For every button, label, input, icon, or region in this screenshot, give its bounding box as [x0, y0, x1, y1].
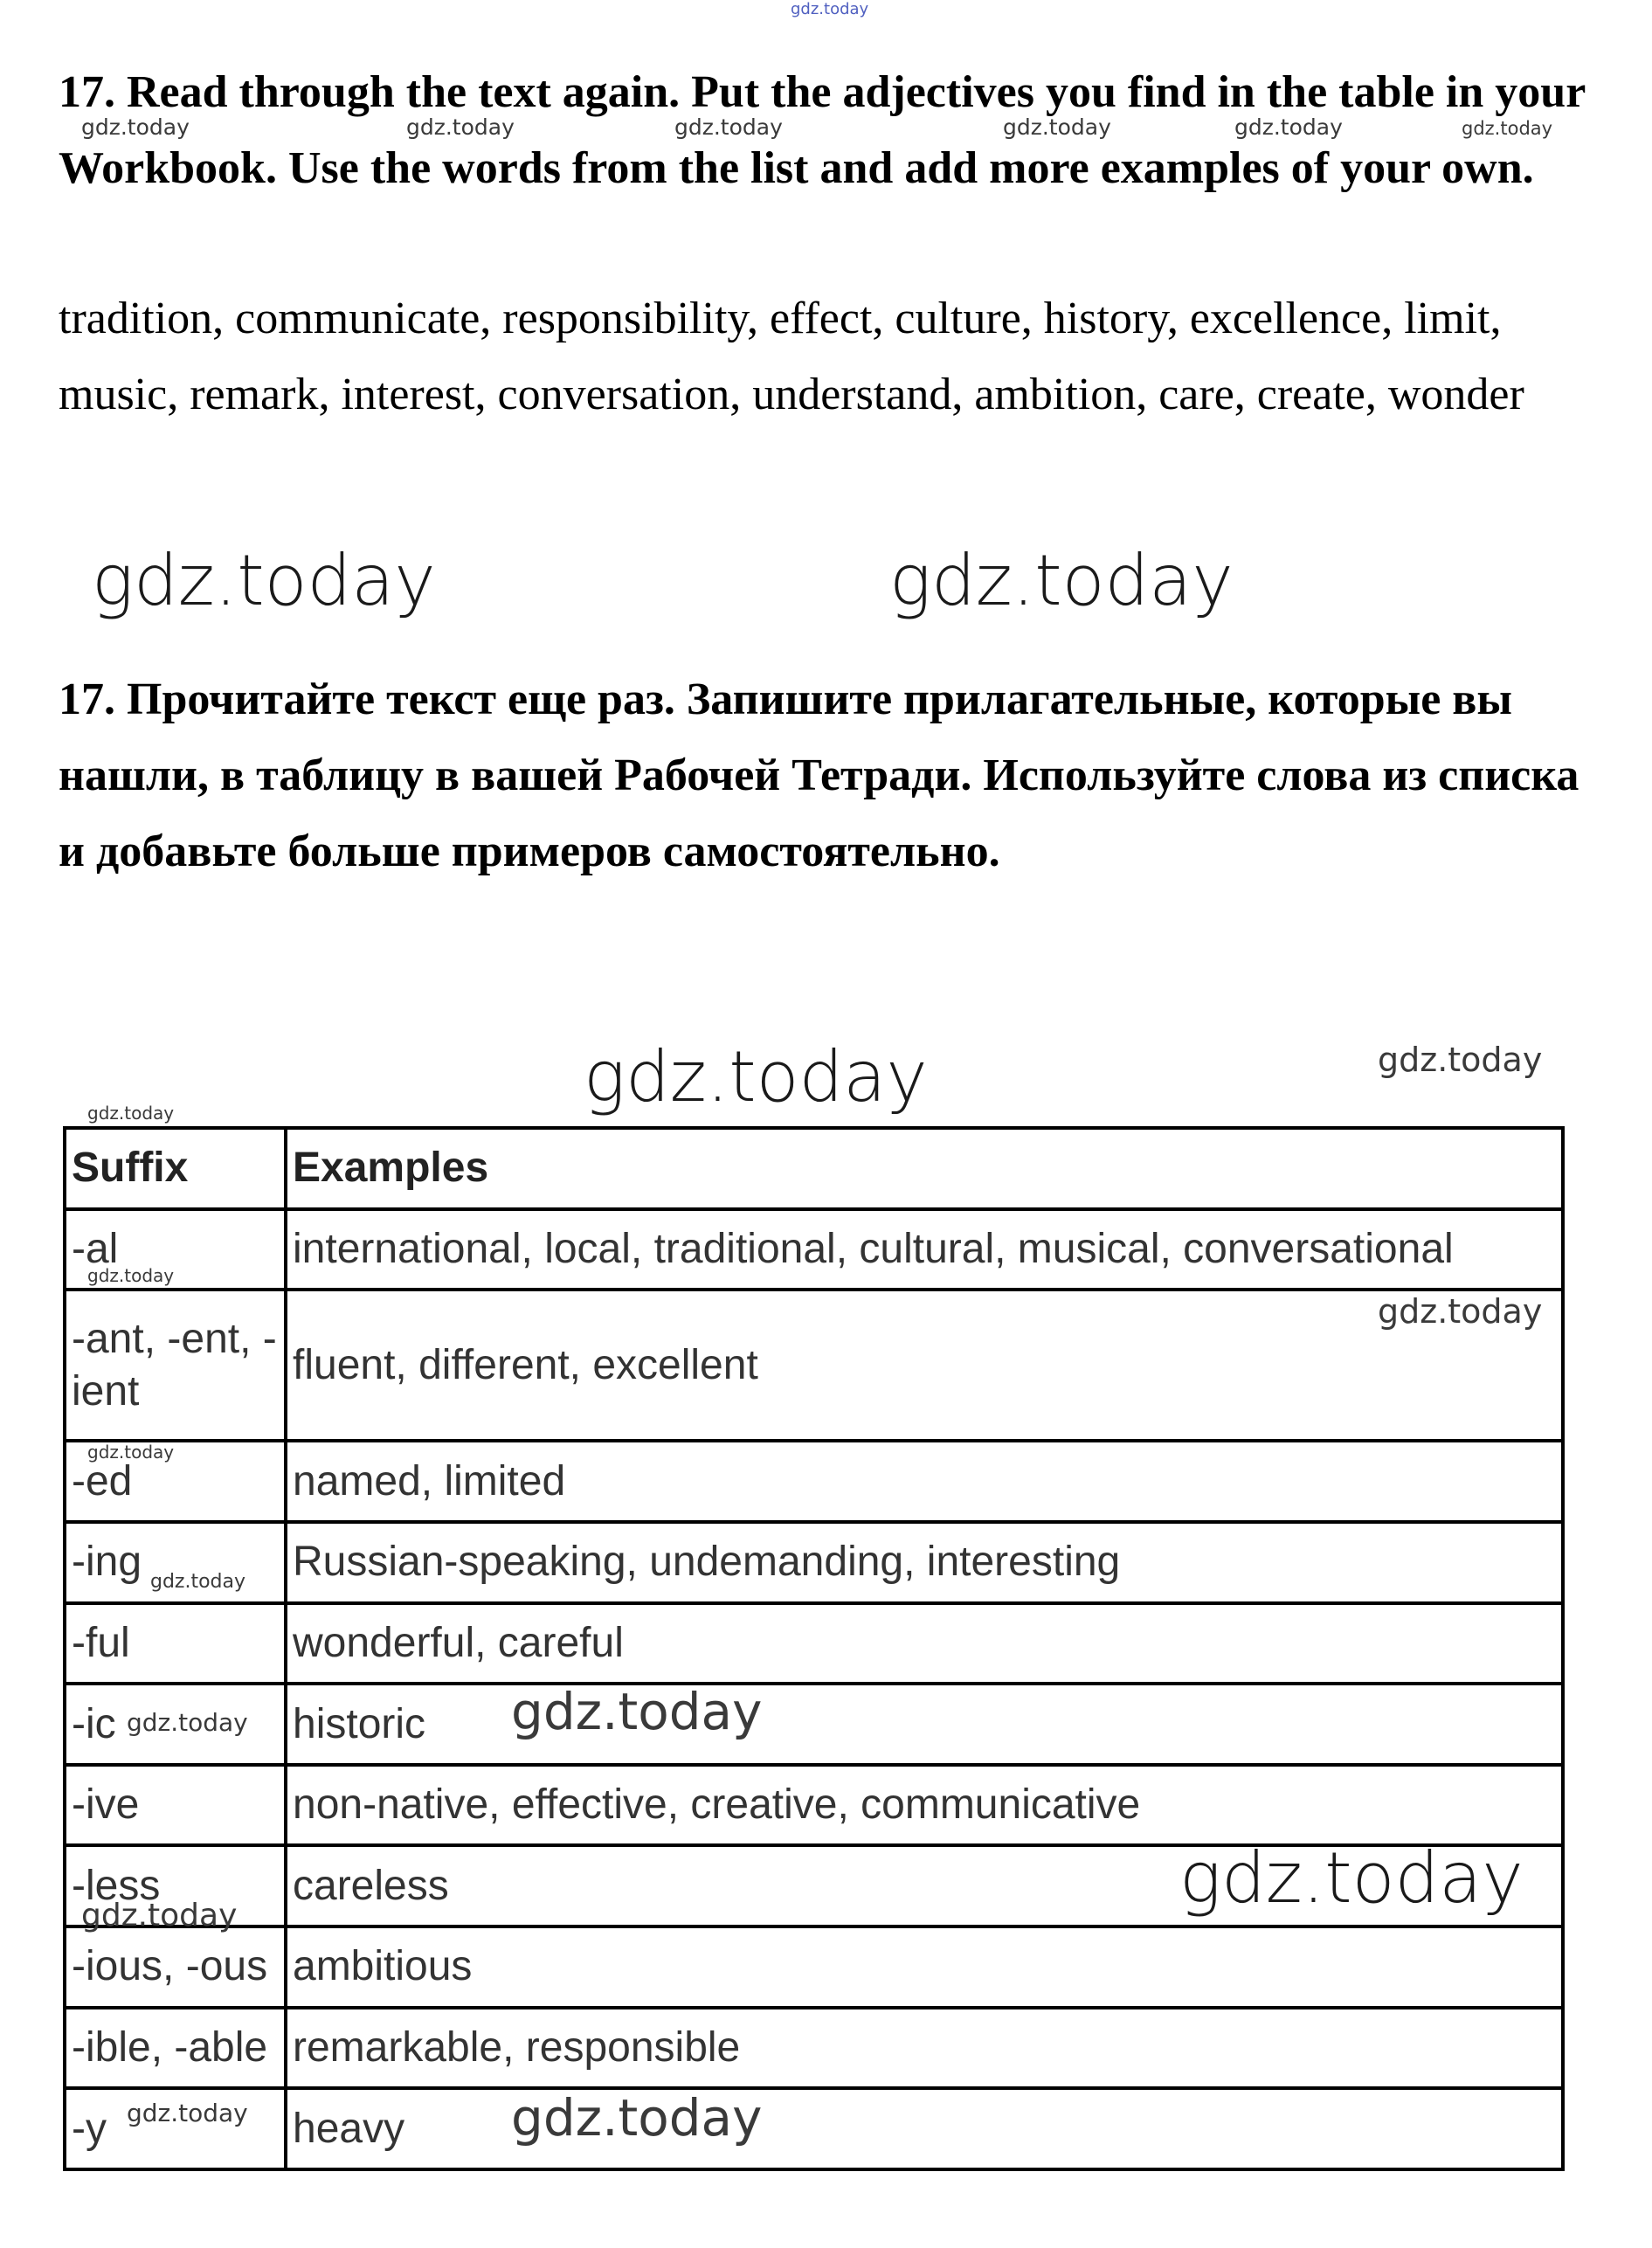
table-row — [65, 1765, 1563, 1846]
watermark: gdz.today — [511, 1682, 763, 1741]
examples-cell: non-native, effective, creative, communicative — [286, 1765, 1563, 1846]
header-examples: Examples — [286, 1128, 1563, 1209]
suffix-cell: -y — [65, 2088, 286, 2169]
watermark: gdz.today — [1378, 1041, 1543, 1079]
watermark-top: gdz.today — [791, 0, 869, 18]
examples-cell: named, limited — [286, 1441, 1563, 1522]
table-header-row — [65, 1128, 1563, 1209]
table-row — [65, 1684, 1563, 1765]
watermark: gdz.today — [1462, 118, 1553, 139]
suffix-cell: -ic — [65, 1684, 286, 1765]
examples-cell: remarkable, responsible — [286, 2008, 1563, 2089]
watermark: gdz.today — [1003, 114, 1111, 140]
suffix-cell: -ing — [65, 1522, 286, 1603]
watermark: gdz.today — [81, 114, 190, 140]
suffix-cell: -ious, -ous — [65, 1926, 286, 2008]
watermark: gdz.today — [406, 114, 515, 140]
watermark: gdz.today — [150, 1571, 246, 1593]
exercise-heading-ru: 17. Прочитайте текст еще раз. Запишите прилагательные, которые вы нашли, в таблицу в вашей Рабочей Тетради. Используйте слова из списка и добавьте больше примеров самостоятельно. — [59, 674, 1579, 876]
watermark: gdz.today — [1234, 114, 1343, 140]
watermark-large: gdz.today — [92, 540, 436, 621]
watermark: gdz.today — [511, 2088, 763, 2148]
table-row — [65, 1290, 1563, 1441]
examples-cell: careless — [286, 1845, 1563, 1926]
watermark-large: gdz.today — [584, 1036, 928, 1117]
watermark-large: gdz.today — [889, 540, 1234, 621]
suffix-cell: -less — [65, 1845, 286, 1926]
examples-cell: ambitious — [286, 1926, 1563, 2008]
examples-cell: Russian-speaking, undemanding, interesting — [286, 1522, 1563, 1603]
suffix-cell: -ant, -ent, - ient — [65, 1290, 286, 1441]
watermark: gdz.today — [127, 2099, 248, 2127]
examples-cell: heavy — [286, 2088, 1563, 2169]
watermark: gdz.today — [674, 114, 783, 140]
table-row — [65, 1603, 1563, 1684]
examples-cell: historic — [286, 1684, 1563, 1765]
watermark-large: gdz.today — [1179, 1837, 1524, 1919]
watermark: gdz.today — [87, 1103, 175, 1124]
table-row — [65, 2008, 1563, 2089]
table-row — [65, 1209, 1563, 1290]
suffix-cell: -al — [65, 1209, 286, 1290]
suffix-cell: -ed — [65, 1441, 286, 1522]
exercise-heading-en: 17. Read through the text again. Put the adjectives you find in the table in your Workbook. Use the words from the list and add more examples of your own. — [59, 67, 1586, 193]
suffix-cell: -ive — [65, 1765, 286, 1846]
examples-cell: wonderful, careful — [286, 1603, 1563, 1684]
word-list: tradition, communicate, responsibility, effect, culture, history, excellence, limit, music, remark, interest, conversation, understand, ambition, care, create, wonder — [59, 294, 1524, 419]
suffix-cell: -ful — [65, 1603, 286, 1684]
header-suffix: Suffix — [65, 1128, 286, 1209]
table-row — [65, 1926, 1563, 2008]
table-row — [65, 1441, 1563, 1522]
examples-cell: fluent, different, excellent — [286, 1290, 1563, 1441]
examples-cell: international, local, traditional, cultural, musical, conversational — [286, 1209, 1563, 1290]
suffix-table — [63, 1126, 1565, 2171]
table-row — [65, 1522, 1563, 1603]
watermark: gdz.today — [87, 1265, 175, 1286]
suffix-cell: -ible, -able — [65, 2008, 286, 2089]
table-row — [65, 2088, 1563, 2169]
watermark: gdz.today — [1378, 1292, 1543, 1331]
watermark: gdz.today — [87, 1442, 175, 1463]
watermark: gdz.today — [81, 1898, 238, 1933]
watermark: gdz.today — [127, 1708, 248, 1737]
